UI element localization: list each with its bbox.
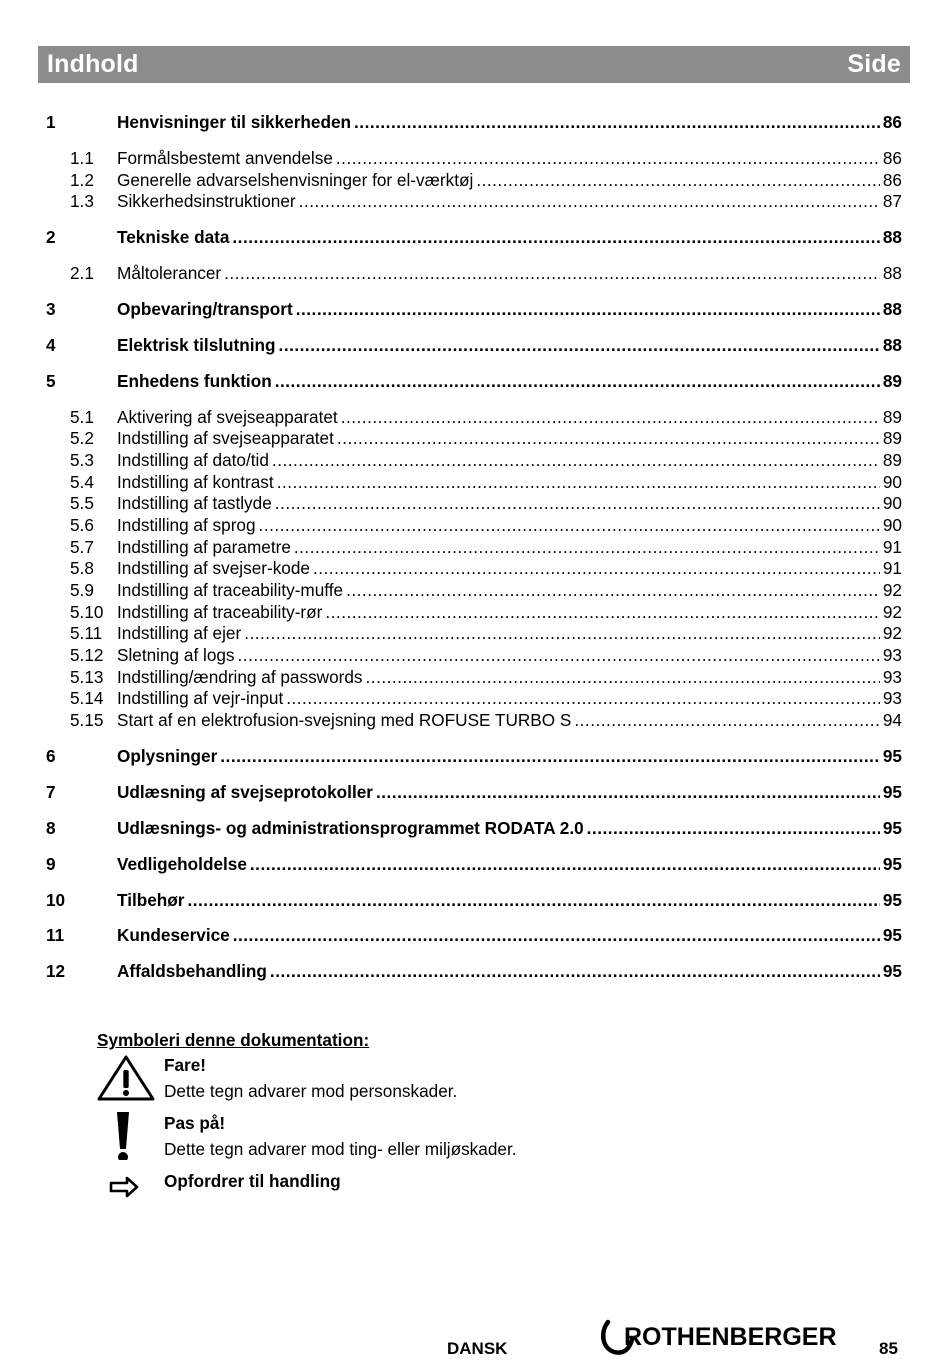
toc-dot-leader (286, 688, 880, 710)
symbol-caution-text: Dette tegn advarer mod ting- eller miljøskader. (164, 1139, 517, 1159)
toc-entry-page: 89 (882, 370, 902, 391)
toc-entry-number: 5.3 (70, 449, 94, 470)
toc-entry-number: 1 (46, 112, 56, 132)
toc-entry-title: Vedligeholdelse (117, 853, 247, 874)
toc-dot-leader (187, 890, 879, 912)
toc-dot-leader (250, 854, 880, 876)
toc-entry-title: Indstilling af svejseapparatet (117, 428, 334, 449)
exclamation-icon (97, 1112, 155, 1160)
toc-entry-title: Indstilling af svejser-kode (117, 558, 310, 579)
toc-entry-number: 5.12 (70, 645, 104, 666)
toc-entry-title: Henvisninger til sikkerheden (117, 112, 352, 132)
toc-subentry[interactable] (46, 428, 902, 450)
symbol-action (97, 1168, 797, 1226)
toc-dot-leader (233, 925, 880, 947)
toc-entry-number: 5.14 (70, 688, 104, 709)
logo-wordmark: ROTHENBERGER (624, 1323, 837, 1351)
table-of-contents (46, 112, 902, 983)
toc-subentry[interactable] (46, 148, 902, 170)
toc-entry-number: 5.5 (70, 493, 94, 514)
toc-entry[interactable] (46, 299, 902, 321)
toc-entry-page: 95 (882, 889, 902, 910)
arrow-right-icon (97, 1174, 155, 1222)
toc-entry-page: 87 (882, 191, 902, 212)
toc-entry[interactable] (46, 335, 902, 357)
toc-entry[interactable] (46, 371, 902, 393)
toc-dot-leader (272, 450, 880, 472)
toc-entry-title: Indstilling af traceability-muffe (117, 580, 344, 600)
toc-subentry[interactable] (46, 407, 902, 429)
toc-entry-title: Udlæsnings- og administrationsprogrammet RODATA 2.0 (117, 817, 584, 838)
toc-entry-title: Indstilling af dato/tid (117, 449, 269, 470)
toc-entry-number: 5.15 (70, 710, 104, 731)
toc-entry-number: 5.11 (70, 623, 103, 644)
toc-dot-leader (476, 170, 880, 192)
toc-entry-title: Indstilling af parametre (117, 536, 291, 557)
toc-entry-title: Tilbehør (117, 889, 185, 910)
toc-entry[interactable] (46, 818, 902, 840)
toc-entry-page: 86 (882, 169, 902, 190)
toc-entry-number: 4 (46, 334, 56, 355)
toc-entry-number: 1.3 (70, 191, 94, 212)
toc-entry-page: 88 (882, 334, 902, 355)
toc-entry-page: 95 (882, 781, 902, 802)
toc-subentry[interactable] (46, 623, 902, 645)
warning-triangle-icon (97, 1054, 155, 1102)
toc-entry-title: Indstilling af sprog (117, 514, 256, 535)
toc-dot-leader (346, 580, 880, 602)
toc-entry-number: 5.1 (70, 406, 94, 427)
toc-entry[interactable] (46, 227, 902, 249)
toc-entry-number: 11 (46, 925, 65, 946)
toc-subentry[interactable] (46, 667, 902, 689)
toc-entry-number: 6 (46, 746, 56, 766)
toc-entry-page: 88 (882, 263, 902, 283)
toc-entry-title: Affaldsbehandling (117, 961, 267, 982)
toc-entry-page: 88 (882, 227, 902, 248)
toc-entry-title: Elektrisk tilslutning (117, 334, 276, 355)
toc-entry-page: 93 (882, 688, 902, 709)
toc-entry-page: 86 (882, 112, 902, 132)
toc-entry-number: 1.1 (70, 147, 94, 168)
toc-entry-title: Indstilling/ændring af passwords (117, 666, 363, 687)
toc-subentry[interactable] (46, 191, 902, 213)
toc-entry-title: Formålsbestemt anvendelse (117, 147, 333, 168)
toc-entry-number: 5.10 (70, 601, 104, 622)
toc-entry-number: 5.13 (70, 666, 104, 687)
toc-entry-title: Udlæsning af svejseprotokoller (117, 781, 373, 802)
symbol-action-title: Opfordrer til handling (164, 1171, 341, 1191)
toc-dot-leader (587, 818, 880, 840)
toc-dot-leader (366, 667, 880, 689)
toc-entry-page: 95 (882, 746, 902, 766)
toc-dot-leader (275, 371, 880, 393)
toc-entry-title: Oplysninger (117, 746, 218, 766)
toc-entry-page: 89 (882, 428, 902, 449)
toc-entry-number: 10 (46, 889, 66, 910)
toc-entry-title: Enhedens funktion (117, 370, 272, 391)
toc-entry[interactable] (46, 925, 902, 947)
toc-subentry[interactable] (46, 263, 902, 285)
toc-dot-leader (238, 645, 880, 667)
toc-dot-leader (376, 782, 880, 804)
toc-entry-page: 92 (882, 601, 902, 622)
toc-entry-title: Sikkerhedsinstruktioner (117, 191, 296, 212)
toc-entry-number: 2.1 (70, 263, 94, 283)
toc-entry-number: 2 (46, 227, 56, 248)
toc-entry-title: Start af en elektrofusion-svejsning med ROFUSE TURBO S (117, 710, 572, 731)
toc-subentry[interactable] (46, 170, 902, 192)
toc-header-page-label: Side (847, 50, 901, 78)
toc-entry-page: 90 (882, 471, 902, 492)
toc-entry-number: 9 (46, 853, 56, 874)
toc-dot-leader (232, 227, 879, 249)
toc-entry-title: Aktivering af svejseapparatet (117, 406, 338, 427)
toc-subentry[interactable] (46, 688, 902, 710)
toc-subentry[interactable] (46, 537, 902, 559)
toc-dot-leader (299, 191, 880, 213)
toc-dot-leader (354, 112, 880, 134)
toc-entry-title: Sletning af logs (117, 645, 235, 666)
rothenberger-logo (598, 1318, 854, 1358)
toc-dot-leader (279, 335, 880, 357)
toc-entry-title: Indstilling af ejer (117, 623, 242, 644)
toc-entry-page: 89 (882, 449, 902, 470)
toc-entry-page: 95 (882, 961, 902, 982)
toc-dot-leader (270, 961, 880, 983)
toc-dot-leader (244, 623, 880, 645)
toc-entry-title: Opbevaring/transport (117, 298, 293, 319)
symbol-danger-text: Dette tegn advarer mod personskader. (164, 1081, 458, 1101)
toc-entry-title: Måltolerancer (117, 263, 222, 283)
toc-subentry[interactable] (46, 472, 902, 494)
toc-dot-leader (224, 263, 880, 285)
toc-entry-page: 93 (882, 666, 902, 687)
toc-entry-page: 95 (882, 925, 902, 946)
symbol-caution (97, 1110, 797, 1168)
toc-header-title: Indhold (47, 50, 139, 78)
toc-entry-page: 86 (882, 147, 902, 168)
toc-dot-leader (341, 407, 880, 429)
toc-entry-number: 5.6 (70, 514, 94, 535)
toc-dot-leader (220, 746, 880, 768)
toc-entry-title: Kundeservice (117, 925, 230, 946)
toc-entry-page: 95 (882, 817, 902, 838)
toc-entry-number: 5 (46, 370, 56, 391)
toc-entry[interactable] (46, 890, 902, 912)
toc-entry[interactable] (46, 782, 902, 804)
toc-dot-leader (325, 602, 880, 624)
toc-dot-leader (294, 537, 880, 559)
toc-dot-leader (277, 472, 880, 494)
toc-entry-page: 88 (882, 298, 902, 319)
toc-dot-leader (574, 710, 880, 732)
toc-dot-leader (337, 428, 880, 450)
toc-entry-page: 95 (882, 853, 902, 874)
toc-entry-page: 91 (882, 558, 902, 579)
toc-entry-page: 93 (882, 645, 902, 666)
symbol-danger-title: Fare! (164, 1055, 207, 1075)
symbols-heading: Symboleri denne dokumentation: (97, 1030, 370, 1050)
toc-entry-title: Tekniske data (117, 227, 230, 248)
toc-entry-number: 5.2 (70, 428, 94, 449)
toc-entry-number: 12 (46, 961, 66, 982)
toc-entry-page: 90 (882, 493, 902, 514)
toc-subentry[interactable] (46, 515, 902, 537)
toc-entry-number: 5.7 (70, 536, 94, 557)
toc-subentry[interactable] (46, 710, 902, 732)
toc-entry-number: 8 (46, 817, 56, 838)
toc-dot-leader (275, 493, 880, 515)
toc-entry-title: Indstilling af vejr-input (117, 688, 284, 709)
toc-entry-number: 1.2 (70, 169, 94, 190)
toc-entry[interactable] (46, 854, 902, 876)
toc-subentry[interactable] (46, 645, 902, 667)
toc-entry-page: 90 (882, 514, 902, 535)
toc-entry[interactable] (46, 112, 902, 134)
toc-entry-page: 94 (882, 710, 902, 731)
toc-entry[interactable] (46, 961, 902, 983)
toc-entry-title: Indstilling af traceability-rør (117, 601, 323, 622)
toc-entry-page: 92 (882, 580, 902, 600)
footer-page-number: 85 (879, 1339, 898, 1358)
toc-entry-page: 92 (882, 623, 902, 644)
toc-entry-title: Generelle advarselshenvisninger for el-værktøj (117, 169, 474, 190)
toc-dot-leader (259, 515, 880, 537)
toc-subentry[interactable] (46, 493, 902, 515)
footer-language: DANSK (447, 1339, 508, 1358)
toc-dot-leader (296, 299, 880, 321)
toc-entry-number: 5.9 (70, 580, 94, 600)
toc-entry-page: 91 (882, 536, 902, 557)
toc-subentry[interactable] (46, 450, 902, 472)
toc-entry-number: 7 (46, 781, 56, 802)
toc-dot-leader (336, 148, 880, 170)
toc-subentry[interactable] (46, 602, 902, 624)
toc-header (38, 46, 910, 83)
toc-dot-leader (313, 558, 880, 580)
symbol-caution-title: Pas på! (164, 1113, 226, 1133)
toc-subentry[interactable] (46, 580, 902, 602)
toc-entry-number: 5.8 (70, 558, 94, 579)
toc-entry-title: Indstilling af kontrast (117, 471, 274, 492)
symbols-legend (97, 1028, 797, 1226)
toc-subentry[interactable] (46, 558, 902, 580)
toc-entry-title: Indstilling af tastlyde (117, 493, 272, 514)
symbol-danger (97, 1052, 797, 1110)
toc-entry-number: 5.4 (70, 471, 94, 492)
toc-entry-page: 89 (882, 406, 902, 427)
toc-entry-number: 3 (46, 298, 56, 319)
toc-entry[interactable] (46, 746, 902, 768)
